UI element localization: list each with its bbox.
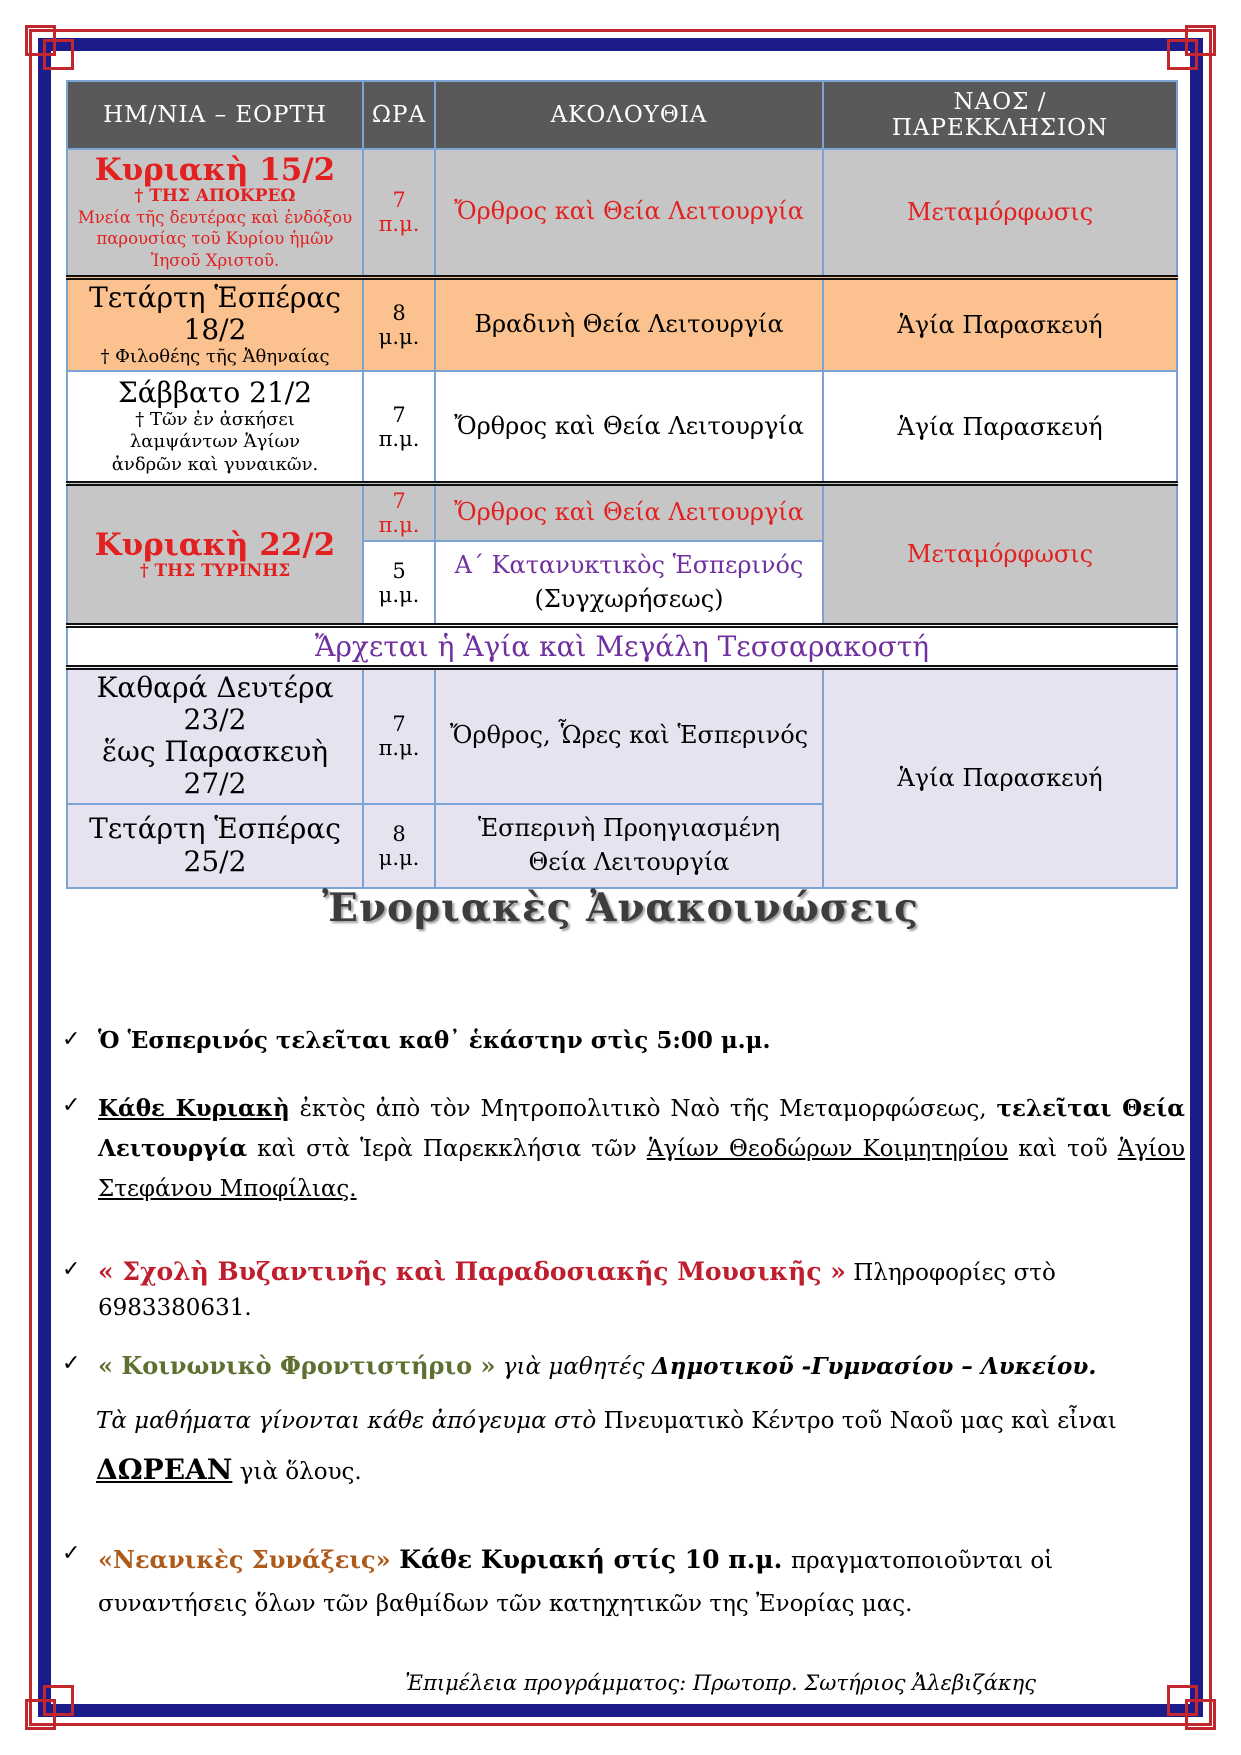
announcement-text-part: Πνευματικὸ Κέντρο τοῦ Ναοῦ μας καὶ εἶναι (603, 1407, 1117, 1434)
service-time: 5 μ.μ. (363, 541, 435, 625)
checkmark-icon: ✓ (62, 1256, 81, 1282)
lent-banner: Ἄρχεται ἡ Ἁγία καὶ Μεγάλη Τεσσαρακοστή (67, 625, 1177, 667)
service-time: 8 μ.μ. (363, 277, 435, 371)
service-name: Ὄρθρος καὶ Θεία Λειτουργία (435, 371, 823, 483)
date-feast: Σάββατο 21/2 (117, 375, 313, 409)
announcement-underlined: Ἁγίων Θεοδώρων Κοιμητηρίου (646, 1135, 1009, 1162)
announcements-section (0, 855, 1241, 1695)
header-date-feast: ΗΜ/ΝΙΑ – ΕΟΡΤΗ (67, 81, 363, 149)
feast-note: Μνεία τῆς δευτέρας καὶ ἐνδόξου παρουσίας τοῦ Κυρίου ἡμῶν Ἰησοῦ Χριστοῦ. (77, 207, 353, 270)
checkmark-icon: ✓ (62, 1092, 81, 1118)
date-feast-line2: ἕως Παρασκευὴ 27/2 (101, 735, 329, 801)
church-name: Ἁγία Παρασκευή (823, 277, 1177, 371)
announcement-continuation (96, 1400, 1185, 1497)
announcement-emphasis: ΔΩΡΕΑΝ (96, 1453, 233, 1487)
service-name: Ὄρθρος καὶ Θεία Λειτουργία (435, 483, 823, 541)
announcement-text (98, 1537, 1185, 1626)
service-time: 7 π.μ. (363, 667, 435, 803)
announcement-emphasis: Δημοτικοῦ -Γυμνασίου – Λυκείου. (651, 1353, 1097, 1381)
checkmark-icon: ✓ (62, 1027, 81, 1052)
header-church (823, 81, 1177, 149)
header-service: ΑΚΟΛΟΥΘΙΑ (435, 81, 823, 149)
service-time: 7 π.μ. (363, 149, 435, 277)
announcement-text (98, 1347, 1185, 1386)
feast-subtitle: † Τῶν ἐν ἀσκήσει λαμψάντων Ἁγίων ἀνδρῶν καὶ γυναικῶν. (111, 408, 319, 475)
table-row (67, 277, 1177, 371)
service-name-note: (Συγχωρήσεως) (534, 584, 724, 613)
service-name: Ὄρθρος καὶ Θεία Λειτουργία (435, 149, 823, 277)
announcement-text-part: Πληροφορίες στὸ 6983380631. (98, 1259, 1056, 1322)
checkmark-icon: ✓ (62, 1540, 81, 1566)
service-name: Βραδινὴ Θεία Λειτουργία (435, 277, 823, 371)
church-name: Ἁγία Παρασκευή (823, 371, 1177, 483)
service-time: 7 π.μ. (363, 371, 435, 483)
date-feast: Κυριακὴ 22/2 (94, 526, 336, 563)
service-name: Ὄρθρος, Ὧρες καὶ Ἑσπερινός (435, 667, 823, 803)
service-name-line2: Θεία Λειτουργία (528, 847, 730, 876)
feast-subtitle: † ΤΗΣ ΤΥΡΙΝΗΣ (139, 560, 291, 581)
announcement-text (98, 1089, 1185, 1209)
church-name: Ἁγία Παρασκευή (823, 667, 1177, 887)
announcement-underlined: Ἁγίου Στεφάνου Μποφίλιας. (98, 1135, 1185, 1202)
church-name: Μεταμόρφωσις (823, 149, 1177, 277)
header-church-line2: ΠΑΡΕΚΚΛΗΣΙΟΝ (891, 115, 1109, 141)
service-time: 7 π.μ. (363, 483, 435, 541)
service-schedule-table (66, 80, 1178, 889)
date-feast: Τετάρτη Ἑσπέρας 18/2 (89, 280, 341, 346)
announcement-text-part: ἐκτὸς ἀπὸ τὸν Μητροπολιτικὸ Ναὸ τῆς Μεταμορφώσεως, (289, 1095, 997, 1122)
announcement-item (62, 1023, 1185, 1059)
lent-banner-row (67, 625, 1177, 667)
service-name: Α΄ Κατανυκτικὸς Ἑσπερινός (454, 551, 804, 580)
date-feast-line2: 25/2 (183, 844, 247, 878)
announcement-text-part: γιὰ ὅλους. (232, 1459, 362, 1486)
tutoring-name: « Κοινωνικὸ Φροντιστήριο » (98, 1351, 496, 1381)
corner-ornament-icon (43, 39, 74, 70)
announcement-text-part: γιὰ μαθητές (495, 1354, 652, 1381)
feast-subtitle: † Φιλοθέης τῆς Ἀθηναίας (100, 345, 330, 367)
header-time: ΩΡΑ (363, 81, 435, 149)
table-row (67, 371, 1177, 483)
feast-subtitle: † ΤΗΣ ΑΠΟΚΡΕΩ (134, 186, 296, 207)
date-feast: Καθαρά Δευτέρα 23/2 (96, 670, 334, 737)
announcement-text (98, 1253, 1185, 1327)
announcement-emphasis: Κάθε Κυριακή στίς 10 π.μ. (390, 1544, 791, 1574)
announcement-text-part: Τὰ μαθήματα γίνονται κάθε ἀπόγευμα στὸ (96, 1407, 604, 1434)
date-feast: Κυριακὴ 15/2 (94, 152, 336, 189)
announcement-text-part: καὶ στὰ Ἱερὰ Παρεκκλήσια τῶν (247, 1135, 647, 1162)
church-name: Μεταμόρφωσις (823, 483, 1177, 625)
announcement-text-part: πραγματοποιοῦνται οἱ συναντήσεις ὅλων τῶν βαθμίδων τῶν κατηχητικῶν της Ἐνορίας μας. (98, 1547, 1054, 1617)
table-row (67, 483, 1177, 541)
service-name: Ἑσπερινὴ Προηγιασμένη (477, 814, 781, 843)
school-name: « Σχολὴ Βυζαντινῆς καὶ Παραδοσιακῆς Μουσικῆς » (98, 1256, 846, 1286)
header-church-line1: ΝΑΟΣ / (953, 89, 1047, 115)
announcement-item (62, 1089, 1185, 1209)
announcements-title: Ἐνοριακὲς Ἀνακοινώσεις (322, 885, 919, 931)
service-time: 8 μ.μ. (363, 804, 435, 888)
announcement-emphasis: τελεῖται Θεία Λειτουργία (98, 1094, 1185, 1162)
checkmark-icon: ✓ (62, 1351, 81, 1377)
table-header-row (67, 81, 1177, 149)
program-editor-credit: Ἐπιμέλεια προγράμματος: Πρωτοπρ. Σωτήριος Ἀλεβιζάκης (405, 1671, 1036, 1696)
date-feast: Τετάρτη Ἑσπέρας (89, 812, 341, 846)
table-row (67, 667, 1177, 803)
announcement-item (62, 1537, 1185, 1626)
corner-ornament-icon (1167, 39, 1198, 70)
announcement-emphasis: Κάθε Κυριακὴ (98, 1094, 290, 1122)
announcement-item (62, 1253, 1185, 1327)
announcement-item (62, 1347, 1185, 1386)
youth-gatherings-name: «Νεανικὲς Συνάξεις» (98, 1544, 391, 1574)
announcement-text: Ὁ Ἑσπερινός τελεῖται καθ᾽ ἑκάστην στὶς 5:00 μ.μ. (98, 1027, 771, 1054)
announcement-text-part: καὶ τοῦ (1008, 1135, 1118, 1162)
table-row (67, 149, 1177, 277)
